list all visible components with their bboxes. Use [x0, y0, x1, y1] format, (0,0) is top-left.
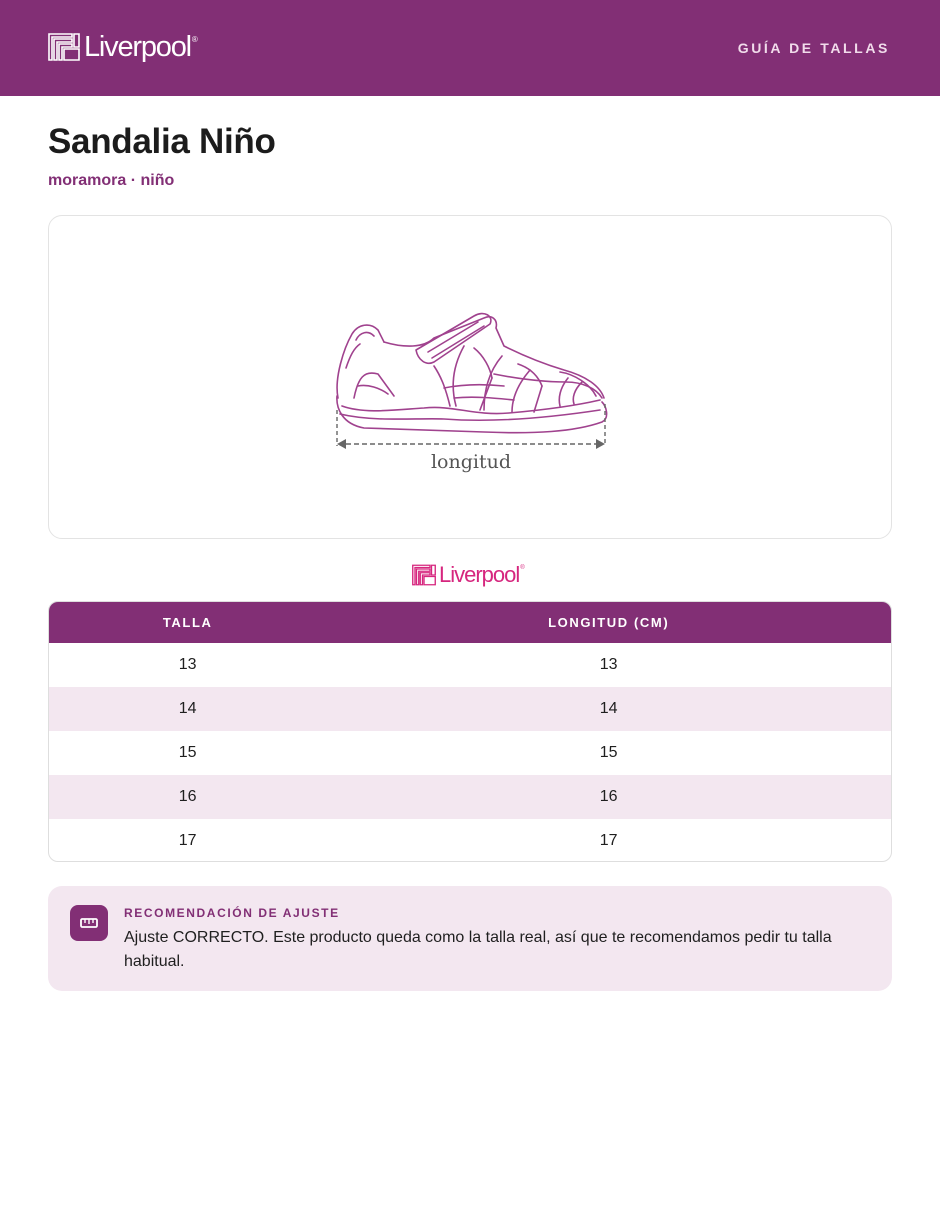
liverpool-logo[interactable]: [48, 31, 198, 63]
table-row: [49, 819, 891, 862]
liverpool-brand-logo: [412, 562, 525, 588]
logo-registered-mark: ®: [191, 35, 198, 44]
table-row: [49, 731, 891, 775]
sandal-outline-icon: [337, 314, 607, 433]
table-header: [49, 602, 891, 643]
size-table: [48, 601, 892, 862]
size-guide-link[interactable]: GUÍA DE TALLAS: [737, 40, 890, 56]
length-cell: 13: [599, 656, 618, 673]
length-cell: 17: [599, 832, 618, 849]
table-row: [49, 775, 891, 819]
liverpool-logo-mark-icon: [412, 564, 436, 586]
recommendation-title: RECOMENDACIÓN DE AJUSTE: [124, 906, 340, 920]
column-header-size: TALLA: [162, 615, 213, 630]
logo-registered-mark: ®: [520, 565, 525, 571]
header-bar: [0, 0, 940, 96]
table-row: [49, 687, 891, 731]
sandal-illustration-card: [48, 215, 892, 539]
length-cell: 14: [599, 700, 618, 717]
size-cell: 16: [178, 788, 197, 805]
sandal-diagram: [334, 238, 624, 518]
size-cell: 13: [178, 656, 197, 673]
size-cell: 15: [178, 744, 197, 761]
column-header-length: LONGITUD (CM): [548, 615, 670, 630]
page-title: Sandalia Niño: [48, 122, 276, 161]
product-brand-category: moramora · niño: [48, 172, 175, 189]
recommendation-text: Ajuste CORRECTO. Este producto queda como la talla real, así que te recomendamos pedir tu talla habitual.: [124, 929, 832, 970]
logo-wordmark: Liverpool: [84, 31, 191, 63]
size-cell: 17: [178, 832, 197, 849]
ruler-icon: [70, 905, 108, 941]
fit-recommendation-card: [48, 886, 892, 991]
liverpool-logo-mark-icon: [48, 33, 80, 61]
length-label: longitud: [430, 451, 512, 473]
size-cell: 14: [178, 700, 197, 717]
table-row: [49, 643, 891, 687]
length-cell: 16: [599, 788, 618, 805]
logo-wordmark: Liverpool: [439, 562, 520, 587]
length-cell: 15: [599, 744, 618, 761]
